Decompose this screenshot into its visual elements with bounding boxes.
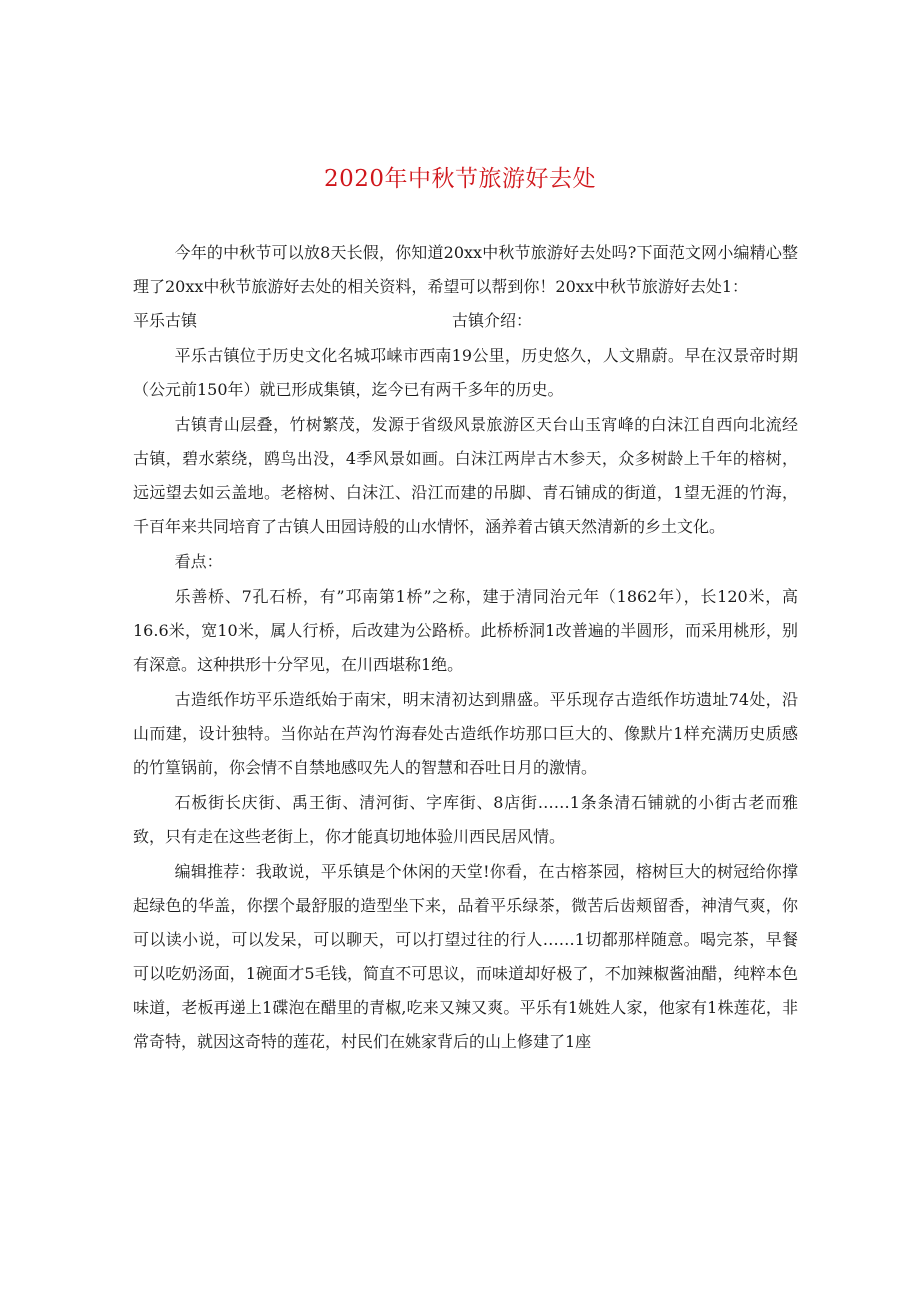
paragraph-bridge: 乐善桥、7孔石桥，有”邛南第1桥”之称，建于清同治元年（1862年），长120米，高16.6米，宽10米，属人行桥，后改建为公路桥。此桥桥洞1改普遍的半圆形，而采用桃形，别有深意。这种拱形十分罕见，在川西堪称1绝。 xyxy=(133,587,798,674)
paragraph-highlights-heading: 看点： xyxy=(174,552,223,571)
intro-paragraph xyxy=(133,236,798,338)
intro-tail-left: 平乐古镇 xyxy=(133,311,198,330)
paragraph-scenery: 古镇青山层叠，竹树繁茂，发源于省级风景旅游区天台山玉宵峰的白沫江自西向北流经古镇，碧水萦绕，鸥鸟出没，4季风景如画。白沫江两岸古木参天，众多树龄上千年的榕树，远远望去如云盖地。老榕树、白沫江、沿江而建的吊脚、青石铺成的街道，1望无涯的竹海，千百年来共同培育了古镇人田园诗般的山水情怀，涵养着古镇天然清新的乡土文化。 xyxy=(133,415,798,536)
paragraph-stone-street: 石板街长庆街、禹王街、清河街、字库街、8店街……1条条清石铺就的小街古老而雅致，只有走在这些老街上，你才能真切地体验川西民居风情。 xyxy=(133,793,798,846)
document-title: 2020年中秋节旅游好去处 xyxy=(323,166,597,192)
paragraph-editor-recommendation: 编辑推荐：我敢说，平乐镇是个休闲的天堂!你看，在古榕茶园，榕树巨大的树冠给你撑起绿色的华盖，你摆个最舒服的造型坐下来，品着平乐绿茶，微苦后齿颊留香，神清气爽，你可以读小说，可以发呆，可以聊天，可以打望过往的行人……1切都那样随意。喝完茶，早餐可以吃奶汤面，1碗面才5毛钱，简直不可思议，而味道却好极了，不加辣椒酱油醋，纯粹本色味道，老板再递上1碟泡在醋里的青椒,吃来又辣又爽。平乐有1姚姓人家，他家有1株莲花，非常奇特，就因这奇特的莲花，村民们在姚家背后的山上修建了1座 xyxy=(133,862,798,1051)
intro-text: 今年的中秋节可以放8天长假，你知道20xx中秋节旅游好去处吗?下面范文网小编精心整理了20xx中秋节旅游好去处的相关资料，希望可以帮到你！20xx中秋节旅游好去处1： xyxy=(133,243,798,296)
paragraph-history: 平乐古镇位于历史文化名城邛崃市西南19公里，历史悠久，人文鼎蔚。早在汉景帝时期（公元前150年）就已形成集镇，迄今已有两千多年的历史。 xyxy=(133,346,798,399)
intro-tail-line xyxy=(133,304,798,338)
intro-tail-right: 古镇介绍： xyxy=(452,311,533,330)
document-body xyxy=(133,236,798,1060)
paragraph-paper-workshop: 古造纸作坊平乐造纸始于南宋，明末清初达到鼎盛。平乐现存古造纸作坊遗址74处，沿山而建，设计独特。当你站在芦沟竹海春处古造纸作坊那口巨大的、像默片1样充满历史质感的竹篁锅前，你会情不自禁地感叹先人的智慧和吞吐日月的激情。 xyxy=(133,690,798,777)
